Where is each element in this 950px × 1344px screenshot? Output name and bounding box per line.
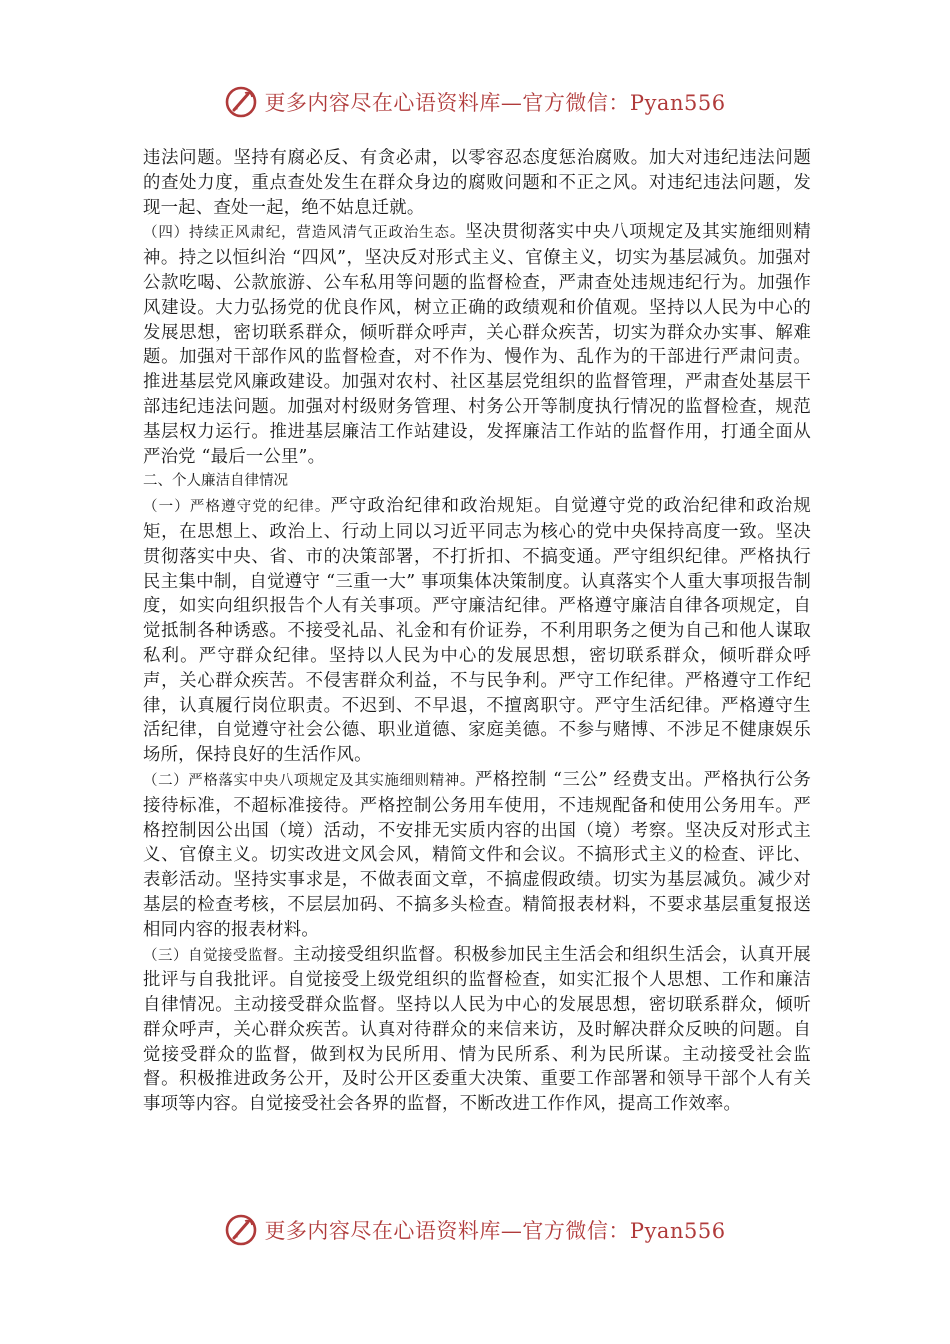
- paragraph-continuation: 违法问题。坚持有腐必反、有贪必肃，以零容忍态度惩治腐败。加大对违纪违法问题的查处力度，重点查处发生在群众身边的腐败问题和不正之风。对违纪违法问题，发现一起、查处一起，绝不姑息迁就。: [143, 148, 811, 218]
- section-lead: （三）自觉接受监督。: [143, 947, 293, 964]
- paragraph-subsection-1: （一）严格遵守党的纪律。严守政治纪律和政治规矩。自觉遵守党的政治纪律和政治规矩，在思想上、政治上、行动上同以习近平同志为核心的党中央保持高度一致。坚决贯彻落实中央、省、市的决策部署，不打折扣、不搞变通。严守组织纪律。严格执行民主集中制，自觉遵守 “三重一大” 事项集体决策制度。认真落实个人重大事项报告制度，如实向组织报告个人有关事项。严守廉洁纪律。严格遵守廉洁自律各项规定，自觉抵制各种诱惑。不接受礼品、礼金和有价证券，不利用职务之便为自己和他人谋取私利。严守群众纪律。坚持以人民为中心的发展思想，密切联系群众，倾听群众呼声，关心群众疾苦。不侵害群众利益，不与民争利。严守工作纪律。严格遵守工作纪律，认真履行岗位职责。不迟到、不早退，不擅离职守。严守生活纪律。严格遵守生活纪律，自觉遵守社会公德、职业道德、家庭美德。不参与赌博、不涉足不健康娱乐场所，保持良好的生活作风。: [143, 496, 812, 766]
- footer-banner-text: 更多内容尽在心语资料库—官方微信：Pyan556: [264, 1219, 726, 1243]
- document-body: [143, 146, 811, 1117]
- pen-logo-icon: [224, 1213, 258, 1247]
- pen-logo-icon: [224, 85, 258, 119]
- header-banner-text: 更多内容尽在心语资料库—官方微信：Pyan556: [264, 91, 726, 115]
- paragraph-subsection-2: （二）严格落实中央八项规定及其实施细则精神。严格控制 “三公” 经费支出。严格执行公务接待标准，不超标准接待。严格控制公务用车使用，不违规配备和使用公务用车。严格控制因公出国（境）活动，不安排无实质内容的出国（境）考察。坚决反对形式主义、官僚主义。切实改进文风会风，精简文件和会议。不搞形式主义的检查、评比、表彰活动。坚持实事求是，不做表面文章，不搞虚假政绩。切实为基层减负。减少对基层的检查考核，不层层加码、不搞多头检查。精简报表材料，不要求基层重复报送相同内容的报表材料。: [143, 769, 811, 940]
- paragraph-section-4: （四）持续正风肃纪，营造风清气正政治生态。坚决贯彻落实中央八项规定及其实施细则精神。持之以恒纠治 “四风”，坚决反对形式主义、官僚主义，切实为基层减负。加强对公款吃喝、公款旅游、公车私用等问题的监督检查，严肃查处违规违纪行为。加强作风建设。大力弘扬党的优良作风，树立正确的政绩观和价值观。坚持以人民为中心的发展思想，密切联系群众，倾听群众呼声，关心群众疾苦，切实为群众办实事、解难题。加强对干部作风的监督检查，对不作为、慢作为、乱作为的干部进行严肃问责。推进基层党风廉政建设。加强对农村、社区基层党组织的监督管理，严肃查处基层干部违纪违法问题。加强对村级财务管理、村务公开等制度执行情况的监督检查，规范基层权力运行。推进基层廉洁工作站建设，发挥廉洁工作站的监督作用，打通全面从严治党 “最后一公里”。: [143, 222, 811, 467]
- section-heading-2: 二、个人廉洁自律情况: [143, 473, 288, 490]
- paragraph-subsection-3: （三）自觉接受监督。主动接受组织监督。积极参加民主生活会和组织生活会，认真开展批评与自我批评。自觉接受上级党组织的监督检查，如实汇报个人思想、工作和廉洁自律情况。主动接受群众监督。坚持以人民为中心的发展思想，密切联系群众，倾听群众呼声，关心群众疾苦。认真对待群众的来信来访，及时解决群众反映的问题。自觉接受群众的监督，做到权为民所用、情为民所系、利为民所谋。主动接受社会监督。积极推进政务公开，及时公开区委重大决策、重要工作部署和领导干部个人有关事项等内容。自觉接受社会各界的监督，不断改进工作作风，提高工作效率。: [143, 944, 811, 1115]
- section-lead: （四）持续正风肃纪，营造风清气正政治生态。: [143, 225, 466, 242]
- section-lead: （一）严格遵守党的纪律。: [143, 499, 331, 516]
- header-banner: [0, 82, 950, 122]
- section-lead: （二）严格落实中央八项规定及其实施细则精神。: [143, 772, 475, 789]
- footer-banner: [0, 1210, 950, 1250]
